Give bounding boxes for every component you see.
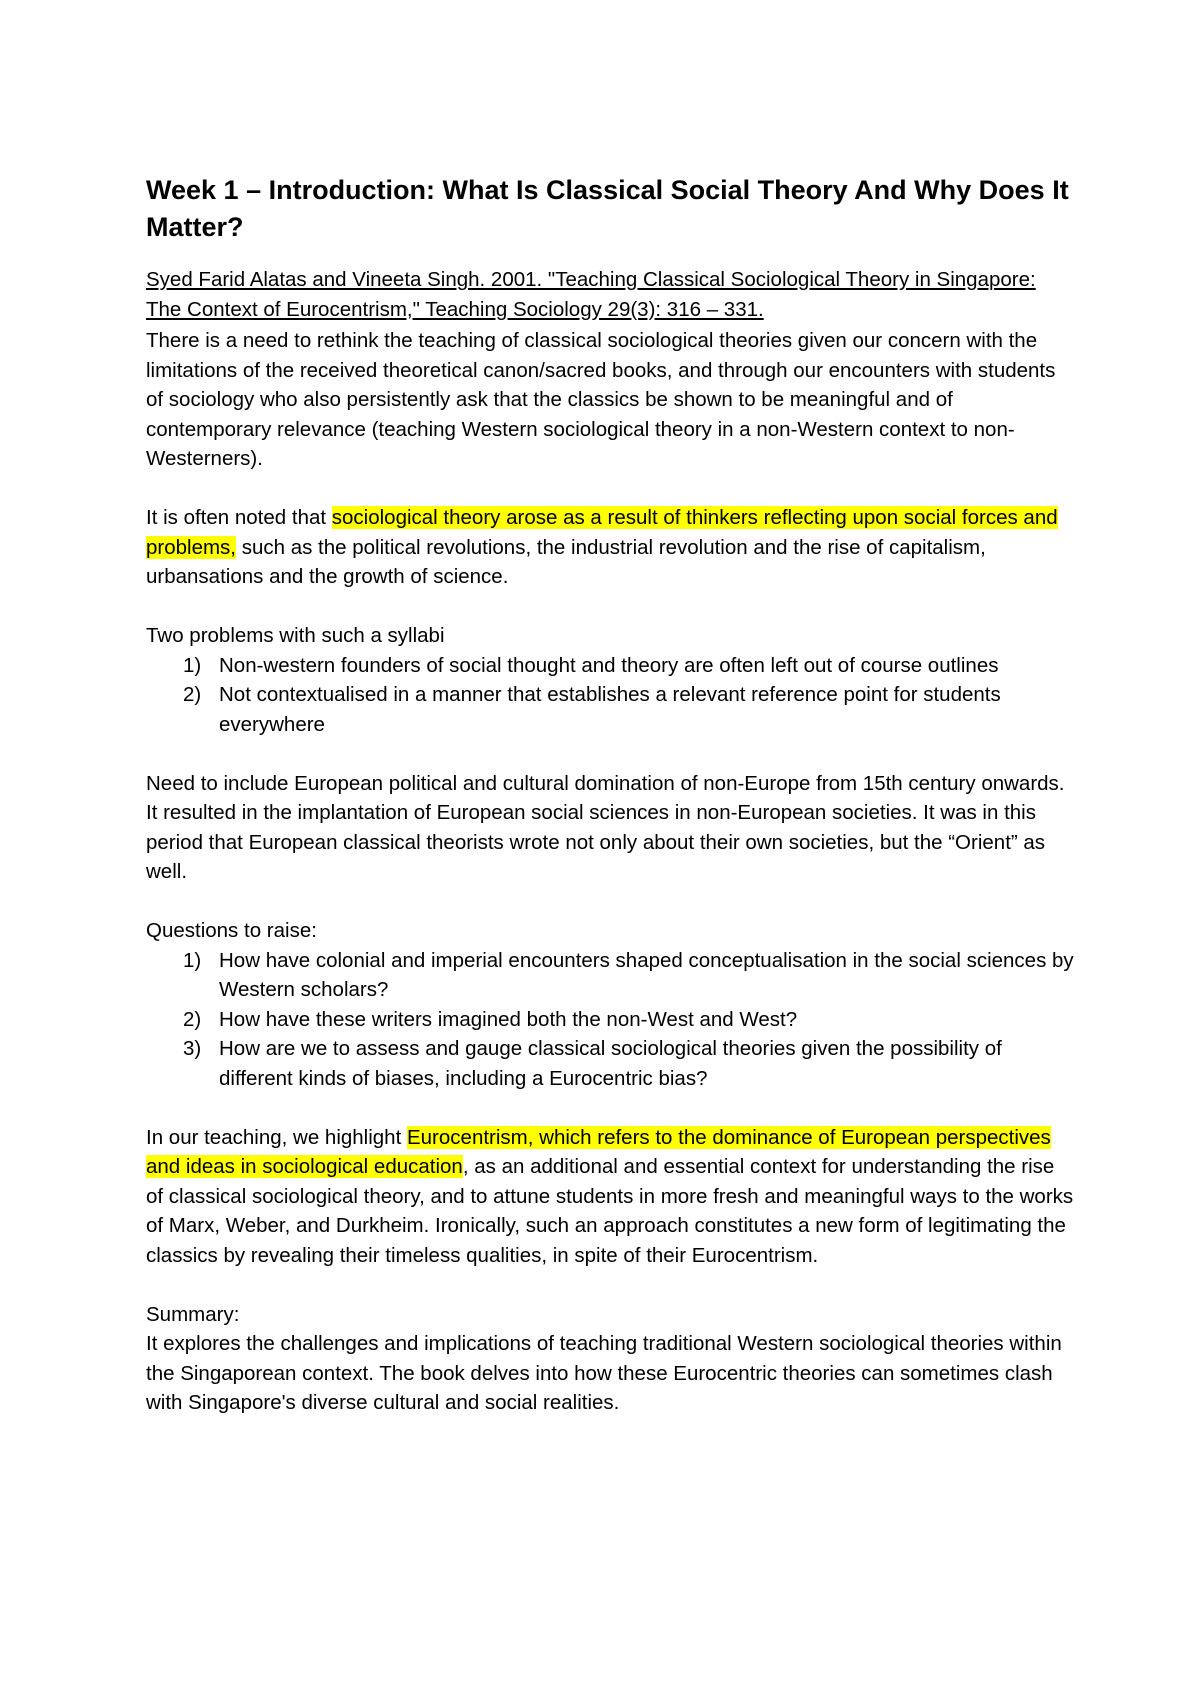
list-item (146, 1034, 1076, 1093)
list-item (146, 680, 1076, 739)
list-number: 2) (183, 1007, 202, 1031)
list-item (146, 946, 1076, 1005)
list-item-text: Not contextualised in a manner that establishes a relevant reference point for students everywhere (219, 683, 1001, 736)
list-item-text: Non-western founders of social thought and theory are often left out of course outlines (219, 653, 999, 677)
problems-list (146, 651, 1076, 740)
list-number: 3) (183, 1037, 202, 1060)
list-item (146, 1005, 1076, 1035)
eurocentrism-text-after: , as an additional and essential context for understanding the rise of classical sociological theory, and to attune students in more fresh and meaningful ways to the works of Marx, Weber, and Durkheim. Ironically, such an approach constitutes a new form of legitimating the classics by revealing their timeless qualities, in spite of their Eurocentrism. (146, 1155, 1074, 1267)
list-item-text: How have colonial and imperial encounters shaped conceptualisation in the social sciences by Western scholars? (219, 948, 1074, 1001)
origin-paragraph (146, 503, 1076, 592)
page-title: Week 1 – Introduction: What Is Classical Social Theory And Why Does It Matter? (146, 175, 1069, 242)
questions-intro: Questions to raise: (146, 919, 317, 942)
domination-paragraph: Need to include European political and cultural domination of non-Europe from 15th century onwards. It resulted in the implantation of European social sciences in non-European societies. It was in this period that European classical theorists wrote not only about their own societies, but the “Orient” as well. (146, 771, 1065, 883)
intro-paragraph: There is a need to rethink the teaching of classical sociological theories given our concern with the limitations of the received theoretical canon/sacred books, and through our encounters with students of sociology who also persistently ask that the classics be shown to be meaningful and of contemporary relevance (teaching Western sociological theory in a non-Western context to non-Westerners). (146, 329, 1056, 470)
list-item (146, 651, 1076, 681)
summary-label: Summary: (146, 1302, 240, 1326)
spacer (146, 1270, 1076, 1300)
citation: Syed Farid Alatas and Vineeta Singh. 2001. "Teaching Classical Sociological Theory in Singapore: The Context of Eurocentrism," Teaching Sociology 29(3): 316 – 331. (146, 268, 1036, 321)
spacer (146, 474, 1076, 504)
list-number: 1) (183, 948, 202, 972)
eurocentrism-text-before: In our teaching, we highlight (146, 1125, 407, 1149)
document-page (146, 172, 1076, 1418)
spacer (146, 739, 1076, 769)
eurocentrism-paragraph (146, 1123, 1076, 1271)
list-item-text: How have these writers imagined both the non-West and West? (219, 1007, 798, 1031)
spacer (146, 887, 1076, 917)
origin-text-before: It is often noted that (146, 506, 332, 529)
list-number: 2) (183, 683, 202, 706)
origin-text-after: such as the political revolutions, the industrial revolution and the rise of capitalism, urbansations and the growth of science. (146, 535, 986, 588)
questions-list (146, 946, 1076, 1094)
summary-text: It explores the challenges and implications of teaching traditional Western sociological theories within the Singaporean context. The book delves into how these Eurocentric theories can sometimes clash with Singapore's diverse cultural and social realities. (146, 1332, 1062, 1414)
highlighted-text: Eurocentrism, which refers to the dominance of European perspectives and ideas in sociological education (146, 1125, 1051, 1178)
problems-intro: Two problems with such a syllabi (146, 624, 445, 647)
spacer (146, 1093, 1076, 1123)
highlighted-text: sociological theory arose as a result of thinkers reflecting upon social forces and problems, (146, 506, 1058, 559)
spacer (146, 592, 1076, 622)
list-item-text: How are we to assess and gauge classical sociological theories given the possibility of different kinds of biases, including a Eurocentric bias? (219, 1037, 1002, 1090)
list-number: 1) (183, 653, 202, 677)
